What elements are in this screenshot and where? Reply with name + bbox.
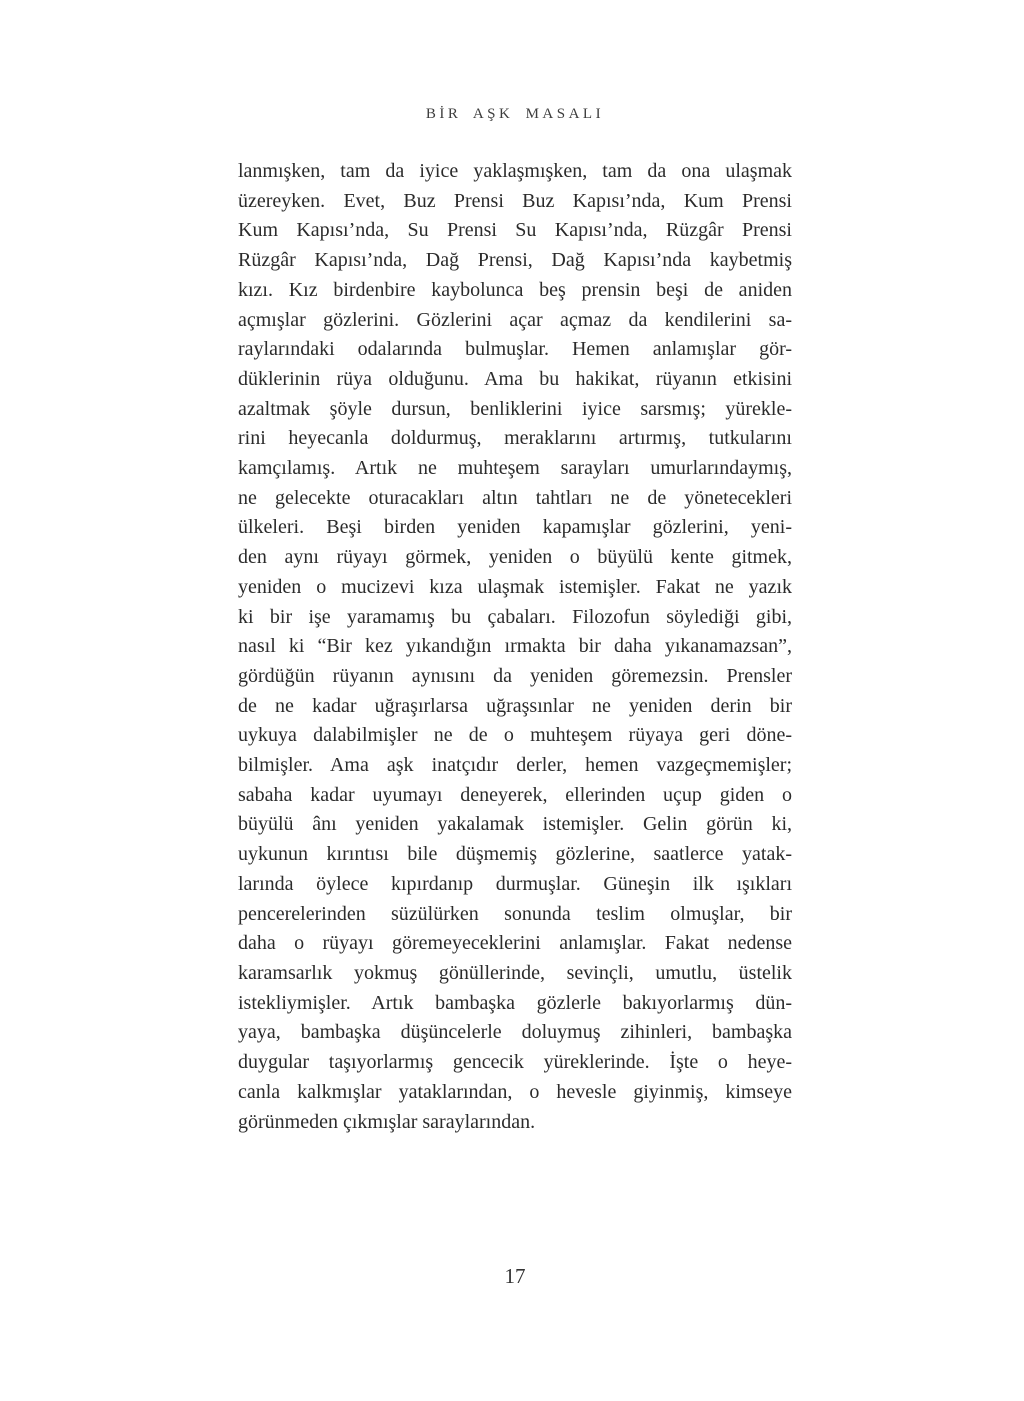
text-line: uykunun kırıntısı bile düşmemiş gözlerine, saatlerce yatak-: [238, 843, 792, 866]
text-line: Kum Kapısı’nda, Su Prensi Su Kapısı’nda, Rüzgâr Prensi: [238, 219, 792, 242]
text-line: pencerelerinden süzülürken sonunda teslim olmuşlar, bir: [238, 902, 792, 925]
text-line: ki bir işe yaramamış bu çabaları. Filozofun söylediği gibi,: [238, 605, 792, 628]
text-line: rini heyecanla doldurmuş, meraklarını artırmış, tutkularını: [238, 427, 792, 450]
text-line: larında öylece kıpırdanıp durmuşlar. Güneşin ilk ışıkları: [238, 872, 792, 895]
text-line: de ne kadar uğraşırlarsa uğraşsınlar ne yeniden derin bir: [238, 694, 792, 717]
text-line: ülkeleri. Beşi birden yeniden kapamışlar gözlerini, yeni-: [238, 516, 792, 539]
text-line: gördüğün rüyanın aynısını da yeniden göremezsin. Prensler: [238, 664, 792, 687]
text-line: yeniden o mucizevi kıza ulaşmak istemişler. Fakat ne yazık: [238, 575, 792, 598]
text-line: canla kalkmışlar yataklarından, o hevesle giyinmiş, kimseye: [238, 1080, 792, 1103]
text-line: görünmeden çıkmışlar saraylarından.: [238, 1110, 536, 1133]
text-line: daha o rüyayı göremeyeceklerini anlamışlar. Fakat nedense: [238, 932, 792, 955]
body-text: [238, 157, 792, 1137]
text-line: kamçılamış. Artık ne muhteşem sarayları umurlarındaymış,: [238, 457, 792, 480]
text-line: üzereyken. Evet, Buz Prensi Buz Kapısı’nda, Kum Prensi: [238, 189, 792, 212]
text-line: raylarındaki odalarında bulmuşlar. Hemen anlamışlar gör-: [238, 338, 792, 361]
text-line: düklerinin rüya olduğunu. Ama bu hakikat, rüyanın etkisini: [238, 367, 792, 390]
text-line: yaya, bambaşka düşüncelerle doluymuş zihinleri, bambaşka: [238, 1021, 792, 1044]
text-line: bilmişler. Ama aşk inatçıdır derler, hemen vazgeçmemişler;: [238, 754, 792, 777]
text-line: uykuya dalabilmişler ne de o muhteşem rüyaya geri döne-: [238, 724, 792, 747]
text-line: Rüzgâr Kapısı’nda, Dağ Prensi, Dağ Kapısı’nda kaybetmiş: [238, 249, 792, 272]
text-line: açmışlar gözlerini. Gözlerini açar açmaz da kendilerini sa-: [238, 308, 792, 331]
text-line: karamsarlık yokmuş gönüllerinde, sevinçli, umutlu, üstelik: [238, 961, 792, 984]
text-line: kızı. Kız birdenbire kaybolunca beş prensin beşi de aniden: [238, 278, 792, 301]
text-line: nasıl ki “Bir kez yıkandığın ırmakta bir daha yıkanamazsan”,: [238, 635, 792, 658]
page-number: 17: [504, 1264, 526, 1288]
text-line: büyülü ânı yeniden yakalamak istemişler. Gelin görün ki,: [238, 813, 792, 836]
text-line: azaltmak şöyle dursun, benliklerini iyice sarsmış; yürekle-: [238, 397, 792, 420]
text-line: duygular taşıyorlarmış gencecik yüreklerinde. İşte o heye-: [238, 1051, 792, 1074]
text-line: den aynı rüyayı görmek, yeniden o büyülü kente gitmek,: [238, 546, 792, 569]
running-header: BİR AŞK MASALI: [425, 106, 605, 122]
text-line: sabaha kadar uyumayı deneyerek, ellerinden uçup giden o: [238, 783, 792, 806]
text-line: ne gelecekte oturacakları altın tahtları ne de yönetecekleri: [238, 486, 792, 509]
text-line: istekliymişler. Artık bambaşka gözlerle bakıyorlarmış dün-: [238, 991, 792, 1014]
text-line: lanmışken, tam da iyice yaklaşmışken, tam da ona ulaşmak: [238, 160, 792, 182]
